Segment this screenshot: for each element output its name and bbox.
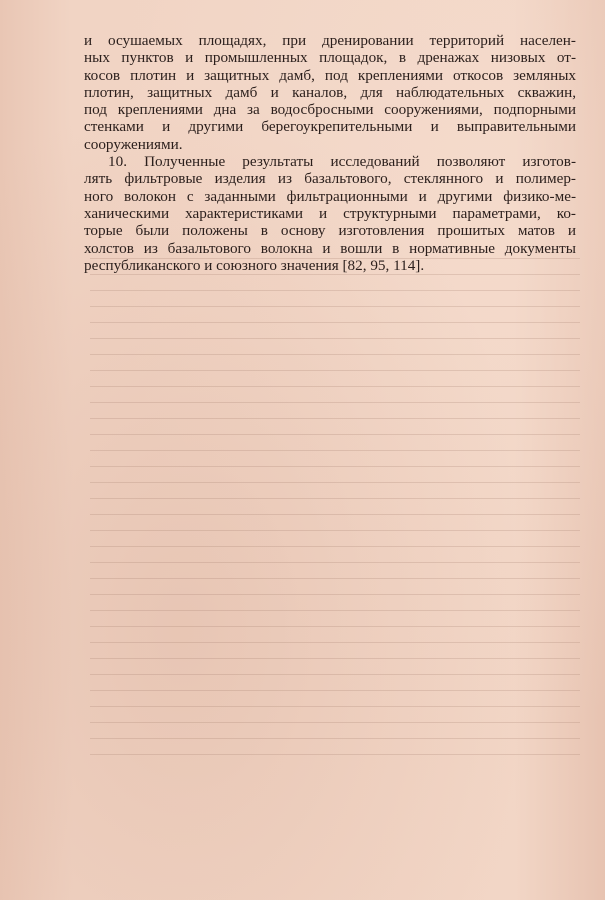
text-line: лять фильтровые изделия из базальтового, стеклянного и полимер-: [84, 170, 576, 188]
text-line: под креплениями дна за водосбросными сооружениями, подпорными: [84, 101, 576, 119]
text-line: стенками и другими берегоукрепительными и выправительными: [84, 118, 576, 136]
paragraph-conclusion-9-end: [84, 32, 576, 153]
show-through-text: [90, 258, 580, 778]
paragraph-conclusion-10: [84, 153, 576, 274]
text-line: торые были положены в основу изготовления прошитых матов и: [84, 222, 576, 240]
text-line: холстов из базальтового волокна и вошли в нормативные документы: [84, 239, 576, 257]
text-line: сооружениями.: [84, 135, 183, 153]
text-line: 10. Полученные результаты исследований позволяют изготов-: [108, 153, 576, 171]
text-line: и осушаемых площадях, при дренировании территорий населен-: [84, 32, 576, 49]
text-line: ных пунктов и промышленных площадок, в дренажах низовых от-: [84, 49, 576, 67]
text-line: косов плотин и защитных дамб, под креплениями откосов земляных: [84, 66, 576, 84]
text-line: плотин, защитных дамб и каналов, для наблюдательных скважин,: [84, 83, 576, 101]
body-text: [84, 32, 576, 274]
text-line: ного волокон с заданными фильтрационными и другими физико-ме-: [84, 187, 576, 205]
text-line: ханическими характеристиками и структурными параметрами, ко-: [84, 204, 576, 222]
text-line: республиканского и союзного значения [82, 95, 114].: [84, 256, 425, 274]
